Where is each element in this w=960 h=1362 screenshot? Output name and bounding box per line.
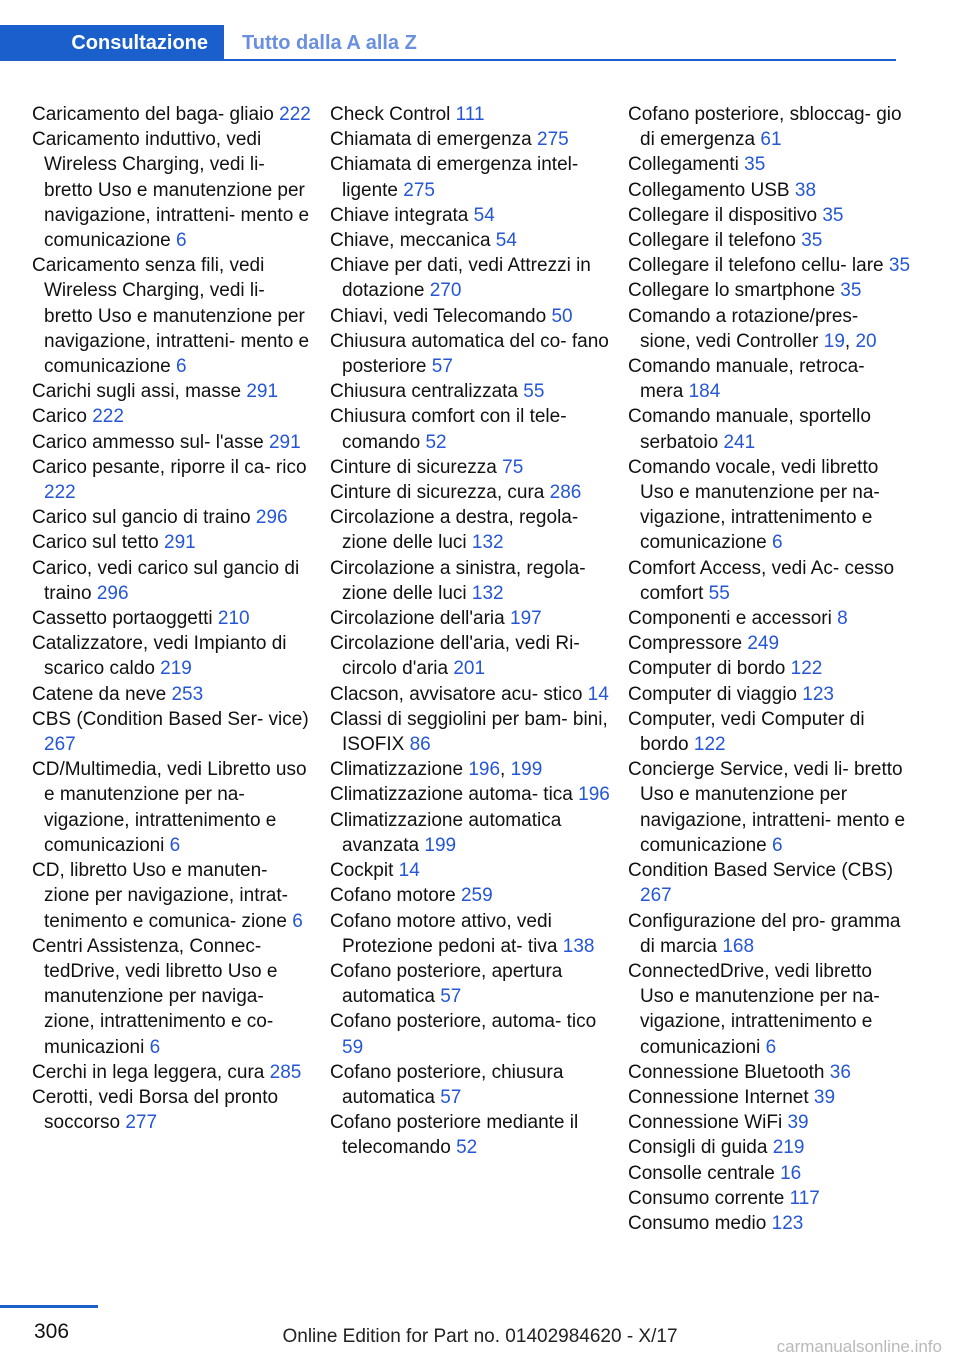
index-entry (628, 253, 910, 278)
page-link[interactable]: 196 (468, 759, 501, 781)
page-link[interactable]: 296 (255, 507, 288, 529)
entry-term: Circolazione dell'aria, vedi Ri- circolo d'aria (330, 633, 580, 680)
index-entry (330, 127, 612, 152)
page-header (0, 0, 960, 64)
entry-term: Cofano posteriore, sbloccag- gio di emergenza (628, 104, 902, 151)
entry-term: Comando vocale, vedi libretto Uso e manutenzione per na- vigazione, intrattenimento e comunicazione (628, 456, 880, 554)
index-entry (32, 404, 314, 429)
index-entry (330, 909, 612, 959)
index-entry (32, 379, 314, 404)
entry-term: Catalizzatore, vedi Impianto di scarico caldo (32, 633, 287, 680)
entry-term: Clacson, avvisatore acu- stico (330, 683, 588, 705)
entry-term: Connessione WiFi (628, 1112, 788, 1134)
entry-term: Catene da neve (32, 683, 172, 705)
page-link[interactable]: 111 (455, 104, 485, 125)
entry-term: Caricamento del baga- gliaio (32, 104, 280, 125)
index-entry (32, 707, 314, 757)
page-link[interactable]: 54 (495, 230, 517, 252)
footer-text: Online Edition for Part no. 01402984620 - X/17 (282, 1326, 678, 1347)
page-link[interactable]: 6 (176, 230, 187, 252)
entry-term: Consumo medio (628, 1212, 772, 1234)
subsection-tab[interactable]: Tutto dalla A alla Z (242, 31, 417, 54)
page-link[interactable]: 19 (823, 330, 845, 352)
entry-term: Connessione Internet (628, 1086, 814, 1108)
entry-term: Cofano posteriore, automa- tico (330, 1011, 597, 1033)
index-entry (330, 883, 612, 908)
index-entry (330, 228, 612, 253)
page-link[interactable]: 219 (160, 658, 192, 680)
index-entry (330, 757, 612, 782)
index-entry (330, 404, 612, 454)
index-entry (628, 278, 910, 303)
index-entry (330, 102, 612, 127)
page-link[interactable]: 52 (425, 431, 447, 453)
page-link[interactable]: 50 (551, 305, 573, 327)
index-entry (628, 404, 910, 454)
page-link[interactable]: 6 (765, 1036, 777, 1058)
page-link[interactable]: 55 (523, 381, 545, 403)
entry-term: Comfort Access, vedi Ac- cesso comfort (628, 557, 895, 604)
index-entry (32, 556, 314, 606)
index-entry (628, 1211, 910, 1236)
index-entry (330, 1060, 612, 1110)
entry-term: Carico sul gancio di traino (32, 507, 256, 529)
index-entry (628, 354, 910, 404)
entry-term: Concierge Service, vedi li- bretto Uso e manutenzione per navigazione, intratteni- mento e comunicazione (628, 759, 906, 856)
page-link[interactable]: 61 (760, 129, 782, 151)
index-entry (32, 682, 314, 707)
index-entry (32, 858, 314, 934)
index-entry (628, 1110, 910, 1135)
entry-term: CD/Multimedia, vedi Libretto uso e manutenzione per na- vigazione, intrattenimento e comunicazioni (32, 759, 307, 856)
index-entry (628, 606, 910, 631)
page-link[interactable]: 132 (471, 532, 504, 554)
index-entry (32, 530, 314, 555)
page-link[interactable]: 201 (453, 658, 486, 680)
entry-term: Check Control (330, 104, 456, 125)
entry-term: Cerchi in lega leggera, cura (32, 1061, 270, 1083)
page-link[interactable]: 117 (789, 1187, 820, 1209)
page-link[interactable]: 249 (747, 633, 780, 655)
entry-term: Consolle centrale (628, 1162, 781, 1184)
watermark: carmanualsonline.info (776, 1337, 942, 1356)
entry-term: Cassetto portaoggetti (32, 608, 218, 630)
page-link[interactable]: 54 (473, 204, 495, 226)
page-link[interactable]: 39 (787, 1112, 809, 1134)
index-entry (628, 682, 910, 707)
header-rule (224, 59, 896, 61)
index-entry (628, 1135, 910, 1160)
page-link[interactable]: 59 (342, 1036, 364, 1058)
page-link[interactable]: 168 (722, 935, 755, 957)
page-link[interactable]: 6 (149, 1036, 161, 1058)
page-link[interactable]: 122 (693, 734, 726, 756)
page-link[interactable]: 6 (176, 356, 187, 378)
entry-term: Cofano motore attivo, vedi Protezione pedoni at- tiva (330, 910, 563, 957)
separator: , (844, 330, 856, 352)
entry-term: Cofano posteriore, apertura automatica (330, 960, 563, 1008)
index-entry (32, 455, 314, 505)
page-link[interactable]: 291 (246, 381, 279, 403)
page-link[interactable]: 16 (780, 1162, 802, 1184)
entry-term: Classi di seggiolini per bam- bini, ISOFIX (330, 708, 608, 756)
entry-term: Carico (32, 406, 93, 428)
page-link[interactable]: 267 (44, 734, 76, 756)
page-link[interactable]: 123 (802, 683, 834, 705)
index-entry (628, 757, 910, 858)
entry-term: Climatizzazione automatica avanzata (330, 809, 562, 856)
entry-term: Caricamento senza fili, vedi Wireless Charging, vedi li- bretto Uso e manutenzione per navigazione, intratteni- mento e comunicazione (32, 255, 310, 378)
page-link[interactable]: 199 (424, 834, 457, 856)
page-link[interactable]: 291 (268, 431, 301, 453)
entry-term: CBS (Condition Based Ser- vice) (32, 708, 309, 730)
page-link[interactable]: 259 (460, 885, 493, 907)
index-entry (330, 152, 612, 202)
page-link[interactable]: 6 (169, 834, 181, 856)
page-link[interactable]: 6 (772, 532, 783, 554)
entry-term: Computer, vedi Computer di bordo (628, 708, 865, 756)
entry-term: Cofano posteriore, chiusura automatica (330, 1061, 564, 1108)
entry-term: Chiave, meccanica (330, 230, 496, 252)
index-entry (628, 556, 910, 606)
page-link[interactable]: 267 (640, 885, 672, 907)
entry-term: Chiave per dati, vedi Attrezzi in dotazione (330, 255, 591, 302)
page-link[interactable]: 35 (840, 280, 862, 302)
entry-term: Compressore (628, 633, 748, 655)
entry-term: Computer di viaggio (628, 683, 803, 705)
page-link[interactable]: 184 (688, 381, 721, 403)
entry-term: Comando manuale, sportello serbatoio (628, 406, 871, 453)
entry-term: Chiusura comfort con il tele- comando (330, 406, 567, 453)
page-link[interactable]: 222 (92, 406, 124, 428)
entry-term: Circolazione dell'aria (330, 608, 510, 630)
index-entry (330, 253, 612, 303)
entry-term: Cofano posteriore mediante il telecomando (330, 1112, 579, 1159)
page-link[interactable]: 55 (708, 582, 730, 604)
index-entry (628, 203, 910, 228)
page-number: 306 (34, 1320, 70, 1343)
page-link[interactable]: 123 (771, 1212, 804, 1234)
entry-term: Cockpit (330, 860, 399, 882)
index-entry (330, 959, 612, 1009)
index-entry (628, 152, 910, 177)
index-entry (330, 707, 612, 757)
entry-term: Chiamata di emergenza intel- ligente (330, 154, 579, 201)
index-entry (330, 858, 612, 883)
entry-term: Chiamata di emergenza (330, 129, 537, 151)
index-entry (32, 1085, 314, 1135)
entry-term: Cerotti, vedi Borsa del pronto soccorso (32, 1086, 279, 1134)
entry-term: CD, libretto Uso e manuten- zione per navigazione, intrat- tenimento e comunica- zione (32, 860, 293, 932)
index-entry (330, 1009, 612, 1059)
entry-term: Consumo corrente (628, 1187, 790, 1209)
entry-term: Chiusura centralizzata (330, 381, 524, 403)
index-entry (32, 127, 314, 253)
page-link[interactable]: 122 (790, 658, 823, 680)
index-entry (628, 656, 910, 681)
index-entry (628, 304, 910, 354)
index-entry (32, 631, 314, 681)
index-entry (628, 178, 910, 203)
index-entry (330, 203, 612, 228)
entry-term: Climatizzazione (330, 759, 469, 781)
entry-term: Carichi sugli assi, masse (32, 381, 247, 403)
page-link[interactable]: 132 (471, 582, 504, 604)
entry-term: Computer di bordo (628, 658, 791, 680)
index-entry (330, 480, 612, 505)
page-link[interactable]: 277 (125, 1112, 158, 1134)
page-link[interactable]: 291 (164, 532, 196, 554)
entry-term: Configurazione del pro- gramma di marcia (628, 910, 901, 957)
entry-term: Collegare il telefono cellu- lare (628, 255, 889, 277)
index-entry (330, 455, 612, 480)
entry-term: Chiavi, vedi Telecomando (330, 305, 552, 327)
index-entry (628, 631, 910, 656)
index-entry (32, 102, 314, 127)
index-entry (628, 858, 910, 908)
entry-term: Caricamento induttivo, vedi Wireless Charging, vedi li- bretto Uso e manutenzione per navigazione, intratteni- mento e comunicazione (32, 129, 310, 252)
entry-term: Carico pesante, riporre il ca- rico (32, 456, 307, 478)
page-link[interactable]: 197 (510, 608, 542, 630)
entry-term: Carico sul tetto (32, 532, 164, 554)
page-link[interactable]: 86 (409, 734, 431, 756)
page-link[interactable]: 35 (744, 154, 766, 176)
page-link[interactable]: 38 (794, 179, 817, 201)
page-link[interactable]: 6 (772, 834, 783, 856)
separator: , (500, 759, 511, 781)
index-column-3 (628, 102, 910, 1236)
entry-term: Collegamento USB (628, 179, 795, 201)
entry-term: Climatizzazione automa- tica (330, 784, 579, 806)
index-entry (628, 909, 910, 959)
index-entry (330, 556, 612, 606)
index-entry (628, 1186, 910, 1211)
index-entry (330, 631, 612, 681)
page-link[interactable]: 222 (44, 482, 76, 504)
page-link[interactable]: 210 (217, 608, 250, 630)
page-link[interactable]: 14 (398, 860, 420, 882)
index-entry (628, 102, 910, 152)
entry-term: Circolazione a sinistra, regola- zione delle luci (330, 557, 586, 604)
index-column-2 (330, 102, 612, 1161)
index-entry (32, 606, 314, 631)
index-entry (628, 1161, 910, 1186)
page-link[interactable]: 75 (502, 456, 524, 478)
entry-term: Consigli di guida (628, 1137, 773, 1159)
page-link[interactable]: 241 (723, 431, 756, 453)
page-link[interactable]: 8 (837, 608, 848, 630)
entry-term: Collegamenti (628, 154, 745, 176)
entry-term: Comando a rotazione/pres- sione, vedi Controller (628, 305, 859, 352)
page-link[interactable]: 219 (772, 1137, 805, 1159)
index-entry (628, 959, 910, 1060)
entry-term: Collegare il dispositivo (628, 204, 823, 226)
entry-term: Connessione Bluetooth (628, 1061, 830, 1083)
index-entry (32, 430, 314, 455)
page-link[interactable]: 275 (537, 129, 569, 151)
page-link[interactable]: 57 (440, 986, 462, 1008)
page-link[interactable]: 6 (292, 910, 303, 932)
entry-term: Componenti e accessori (628, 608, 838, 630)
index-entry (628, 707, 910, 757)
page-link[interactable]: 57 (440, 1086, 462, 1108)
page-link[interactable]: 36 (829, 1061, 851, 1083)
entry-term: Collegare lo smartphone (628, 280, 841, 302)
index-column-1 (32, 102, 314, 1135)
entry-term: Chiusura automatica del co- fano posteriore (330, 330, 609, 378)
page-link[interactable]: 138 (562, 935, 595, 957)
entry-term: Chiave integrata (330, 204, 474, 226)
page-link[interactable]: 275 (403, 179, 435, 201)
page-link[interactable]: 57 (431, 356, 453, 378)
entry-term: Cinture di sicurezza, cura (330, 482, 550, 504)
page-link[interactable]: 270 (429, 280, 462, 302)
index-entry (330, 505, 612, 555)
entry-term: Centri Assistenza, Connec- tedDrive, vedi libretto Uso e manutenzione per naviga- zione, intrattenimento e co- municazioni (32, 935, 278, 1058)
index-entry (32, 253, 314, 379)
page-link[interactable]: 196 (578, 784, 610, 806)
index-entry (330, 808, 612, 858)
index-entry (628, 1060, 910, 1085)
entry-term: Circolazione a destra, regola- zione delle luci (330, 507, 579, 554)
entry-term: Cofano motore (330, 885, 461, 907)
entry-term: Cinture di sicurezza (330, 456, 503, 478)
index-entry (330, 329, 612, 379)
entry-term: Condition Based Service (CBS) (628, 860, 894, 882)
index-entry (628, 455, 910, 556)
page-link[interactable]: 286 (549, 482, 582, 504)
page-link[interactable]: 35 (801, 230, 823, 252)
index-entry (32, 1060, 314, 1085)
page-link[interactable]: 39 (813, 1086, 836, 1108)
entry-term: ConnectedDrive, vedi libretto Uso e manutenzione per na- vigazione, intrattenimento e comunicazioni (628, 960, 880, 1058)
page-link[interactable]: 199 (510, 759, 543, 781)
index-entry (628, 228, 910, 253)
page-link[interactable]: 253 (171, 683, 204, 705)
entry-term: Comando manuale, retroca- mera (628, 356, 865, 403)
page-link[interactable]: 285 (269, 1061, 302, 1083)
page-link[interactable]: 222 (279, 104, 311, 125)
index-entry (330, 682, 612, 707)
page-link[interactable]: 296 (96, 582, 129, 604)
page-link[interactable]: 14 (587, 683, 609, 705)
page-link[interactable]: 20 (855, 330, 877, 352)
page-link[interactable]: 35 (822, 204, 844, 226)
index-entry (330, 782, 612, 807)
index-entry (32, 505, 314, 530)
index-entry (32, 934, 314, 1060)
index-entry (330, 606, 612, 631)
index-entry (330, 304, 612, 329)
index-entry (628, 1085, 910, 1110)
page-link[interactable]: 52 (456, 1137, 478, 1159)
page-link[interactable]: 35 (888, 255, 911, 277)
index-entry (32, 757, 314, 858)
index-entry (330, 379, 612, 404)
entry-term: Carico ammesso sul- l'asse (32, 431, 269, 453)
page-number-rule (0, 1305, 98, 1308)
section-tab[interactable]: Consultazione (0, 25, 224, 61)
entry-term: Collegare il telefono (628, 230, 802, 252)
index-entry (330, 1110, 612, 1160)
entry-term: Carico, vedi carico sul gancio di traino (32, 557, 300, 604)
